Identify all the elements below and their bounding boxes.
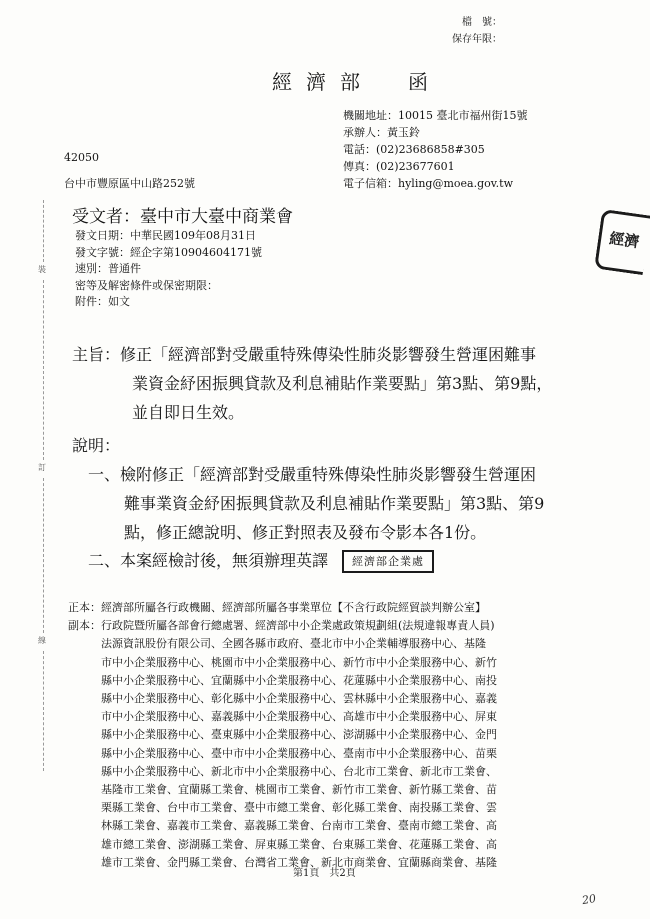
cc-line: 雄市總工業會、澎湖縣工業會、屏東縣工業會、台東縣工業會、花蓮縣工業會、高	[68, 837, 497, 851]
cc-line: 雄市工業會、金門縣工業會、台灣省工業會、新北市商業會、宜蘭縣商業會、基隆	[68, 855, 497, 869]
cc-line: 基隆市工業會、宜蘭縣工業會、桃園市工業會、新竹市工業會、新竹縣工業會、苗	[68, 783, 497, 797]
cc-line: 栗縣工業會、台中市工業會、臺中市總工業會、彰化縣工業會、南投縣工業會、雲	[68, 801, 497, 815]
retention-period-label: 保存年限：	[452, 34, 502, 45]
handwritten-mark: 20	[580, 891, 598, 908]
item-line: 難事業資金紓困振興貸款及利息補貼作業要點」第3點、第9	[124, 494, 545, 513]
binding-mark-2: 訂	[38, 463, 46, 472]
classification: 密等及解密條件或保密期限：	[75, 278, 218, 292]
file-labels	[452, 14, 502, 48]
cc-line: 縣中小企業服務中心、宜蘭縣中小企業服務中心、花蓮縣中小企業服務中心、南投	[68, 673, 497, 687]
explanation-label: 說明：	[72, 436, 121, 455]
department-stamp: 經濟部企業處	[342, 550, 434, 573]
item-line: 點，修正總說明、修正對照表及發布令影本各1份。	[124, 523, 487, 542]
cc-line: 市中小企業服務中心、嘉義縣中小企業服務中心、高雄市中小企業服務中心、屏東	[68, 710, 497, 724]
issue-number: 發文字號：經企字第10904604171號	[75, 245, 262, 259]
binding-mark-1: 裝	[38, 265, 46, 274]
distribution-list	[68, 599, 497, 872]
cc-line: 副本：行政院暨所屬各部會行總處署、經濟部中小企業處政策規劃組(法規違報專責人員)	[68, 619, 495, 633]
subject-line: 並自即日生效。	[132, 403, 245, 422]
binding-line	[43, 200, 44, 262]
fax: 傳真：(02)23677601	[343, 160, 455, 173]
subject-line: 主旨：修正「經濟部對受嚴重特殊傳染性肺炎影響發生營運困難事	[72, 345, 537, 364]
binding-line	[43, 478, 44, 633]
file-number-label: 檔 號：	[462, 17, 502, 28]
page-number: 第1頁 共2頁	[293, 868, 356, 879]
seal-text: 經濟	[608, 229, 641, 252]
cc-line: 正本：經濟部所屬各行政機關、經濟部所屬各事業單位【不含行政院經貿談判辦公室】	[68, 601, 486, 614]
cc-line: 林縣工業會、嘉義市工業會、嘉義縣工業會、台南市工業會、臺南市總工業會、高	[68, 819, 497, 833]
phone: 電話：(02)23686858#305	[343, 143, 485, 156]
item-line: 一、檢附修正「經濟部對受嚴重特殊傳染性肺炎影響發生營運困	[88, 465, 537, 484]
binding-mark-3: 線	[38, 636, 46, 645]
subject-line: 業資金紓困振興貸款及利息補貼作業要點」第3點、第9點，	[132, 374, 553, 393]
explanation-item-1	[88, 460, 544, 547]
urgency: 速別：普通件	[75, 262, 141, 275]
attachment: 附件：如文	[75, 295, 130, 308]
recipient-address: 台中市豐原區中山路252號	[64, 177, 195, 190]
agency-address: 機關地址：10015 臺北市福州街15號	[343, 109, 528, 122]
document-meta	[75, 228, 262, 311]
contact-block	[343, 107, 528, 192]
subject	[72, 340, 582, 427]
email: 電子信箱：hyling@moea.gov.tw	[343, 177, 513, 190]
cc-line: 縣中小企業服務中心、臺東縣中小企業服務中心、澎湖縣中小企業服務中心、金門	[68, 728, 497, 742]
explanation-item-2: 二、本案經檢討後，無須辦理英譯	[88, 551, 329, 570]
cc-line: 縣中小企業服務中心、新北市中小企業服務中心、台北市工業會、新北市工業會、	[68, 764, 497, 778]
cc-line: 法源資訊股份有限公司、全國各縣市政府、臺北市中小企業輔導服務中心、基隆	[68, 637, 486, 651]
recipient: 受文者：臺中市大臺中商業會	[72, 207, 293, 227]
side-seal-stamp	[594, 209, 650, 275]
cc-line: 市中小企業服務中心、桃園市中小企業服務中心、新竹市中小企業服務中心、新竹	[68, 655, 497, 669]
document-title: 經濟部 函	[272, 70, 442, 94]
binding-line	[43, 280, 44, 460]
cc-line: 縣中小企業服務中心、臺中市中小企業服務中心、臺南市中小企業服務中心、苗栗	[68, 746, 497, 760]
cc-line: 縣中小企業服務中心、彰化縣中小企業服務中心、雲林縣中小企業服務中心、嘉義	[68, 692, 497, 706]
binding-line	[43, 651, 44, 771]
case-officer: 承辦人：黃玉鈴	[343, 126, 420, 139]
issue-date: 發文日期：中華民國109年08月31日	[75, 229, 256, 242]
postal-code: 42050	[64, 151, 99, 164]
